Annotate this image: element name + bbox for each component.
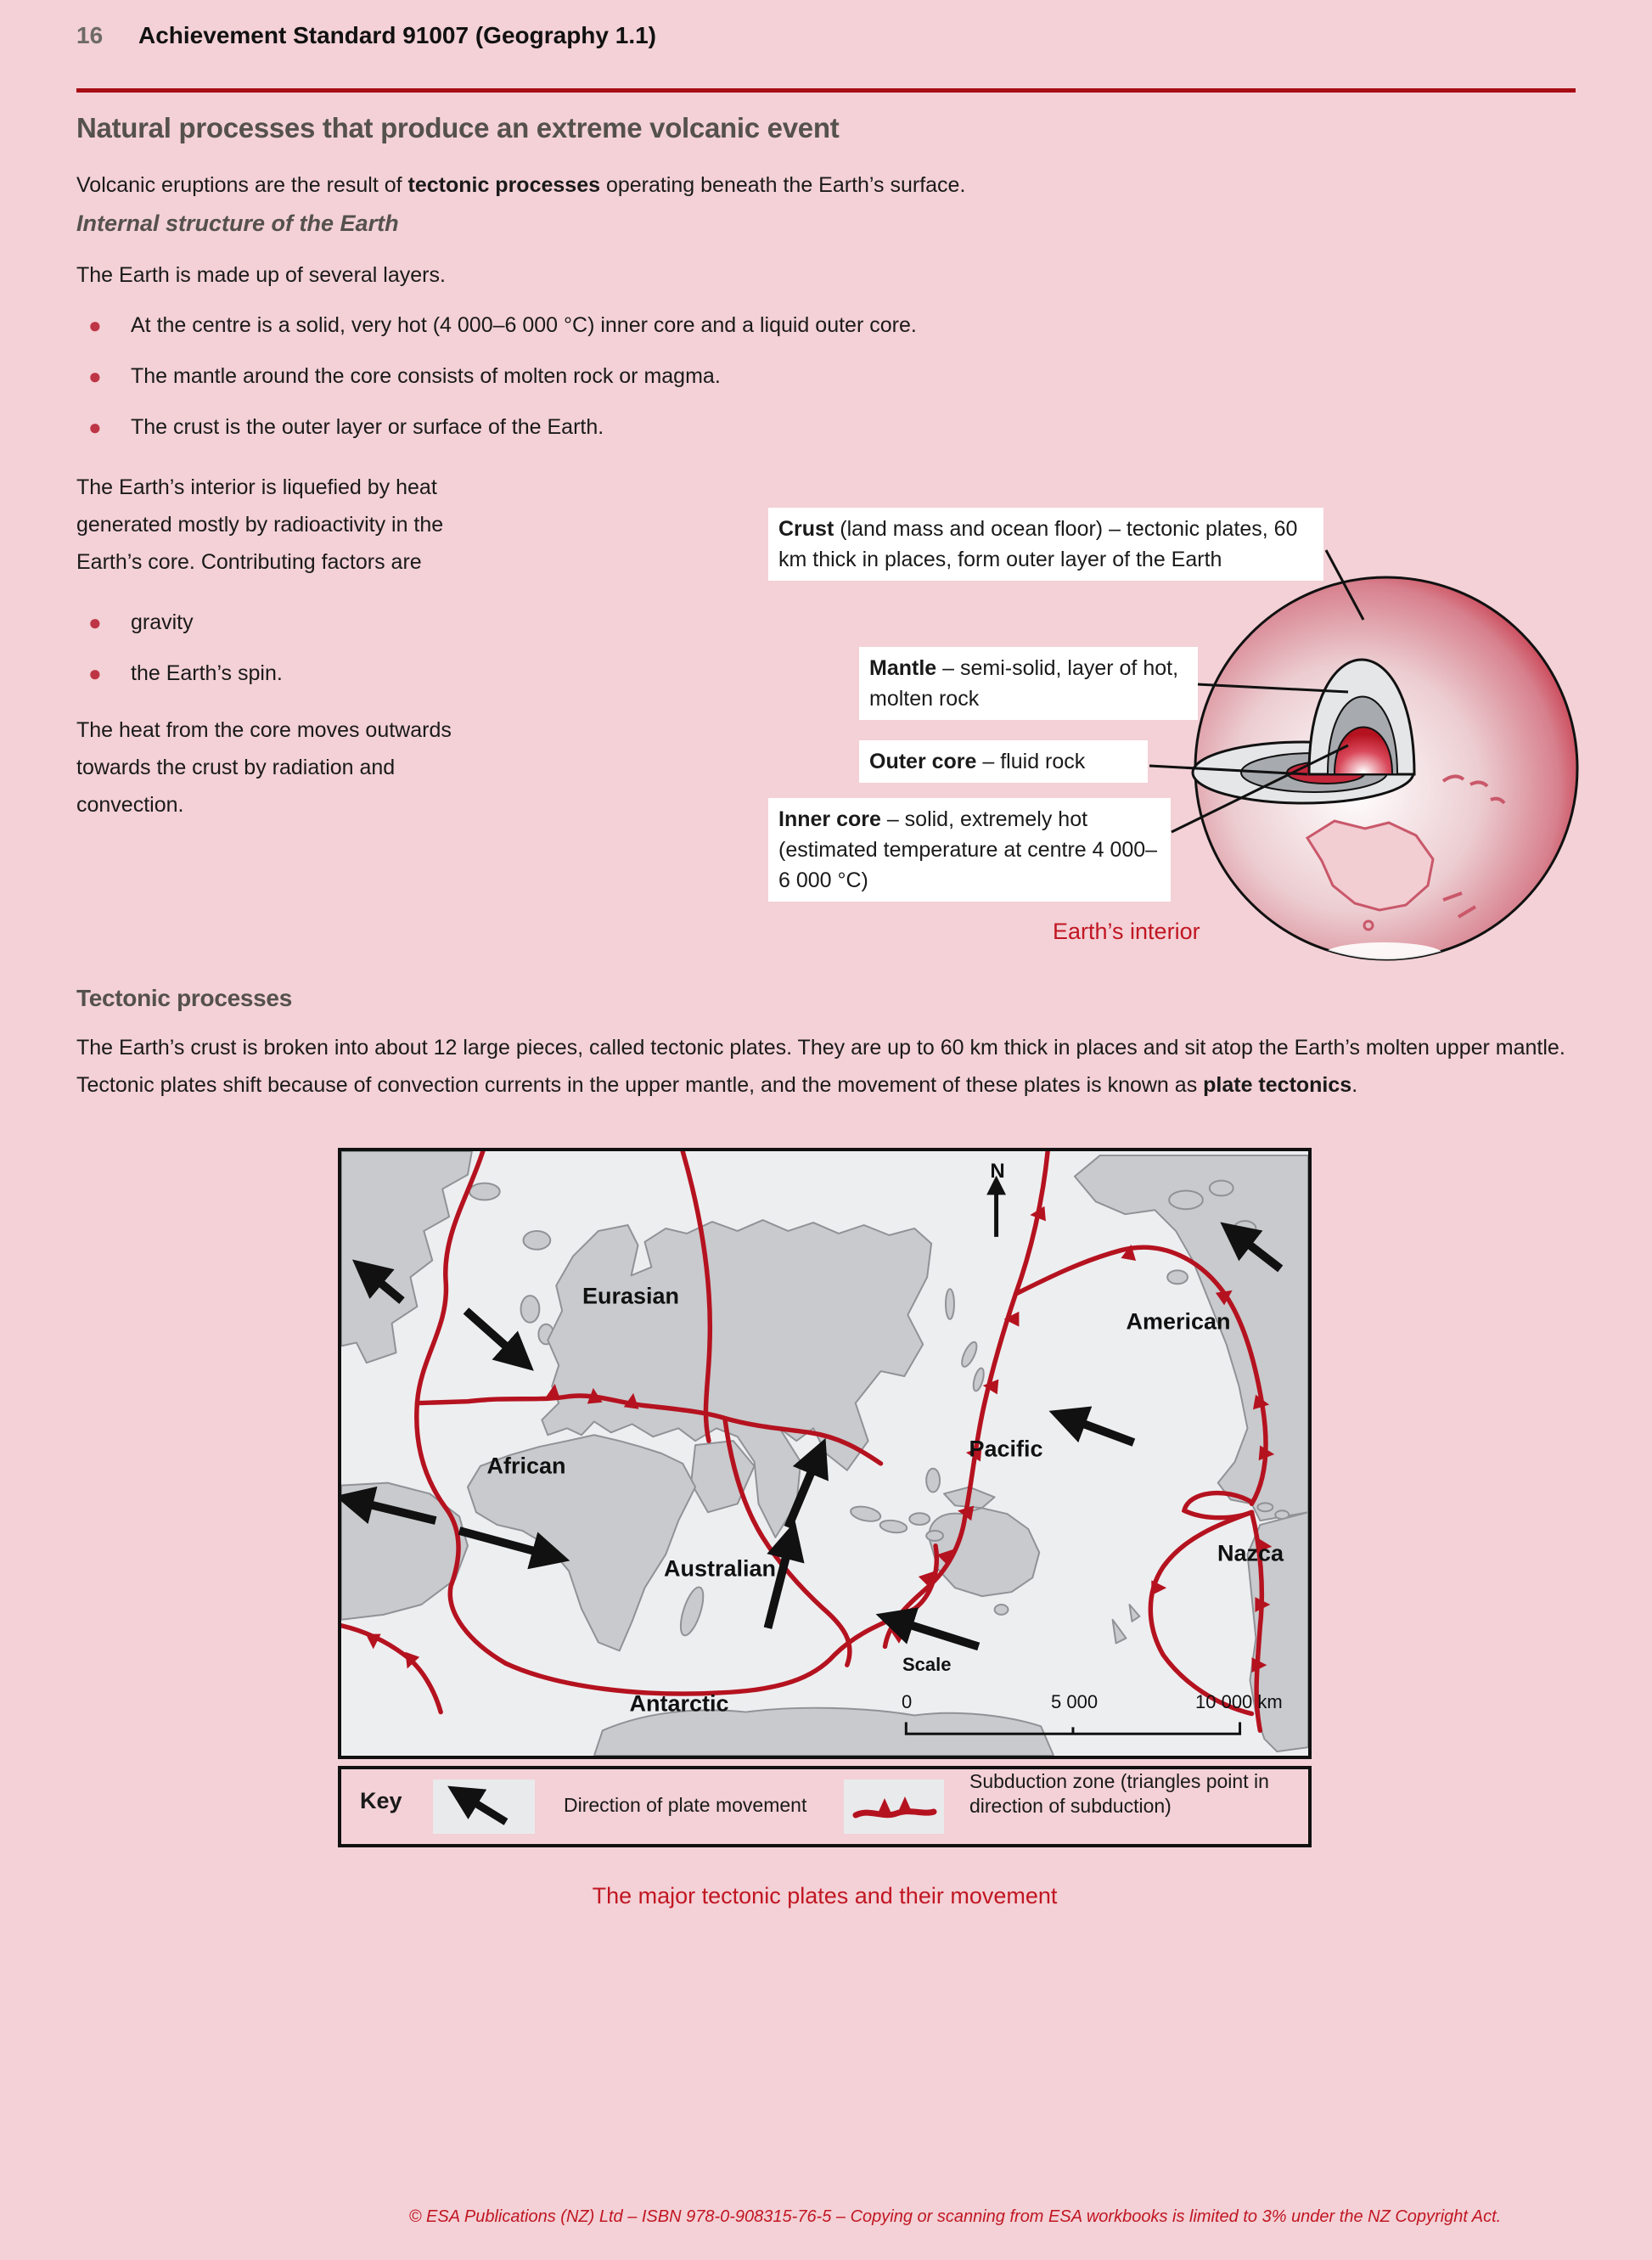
bullet-icon: ●: [88, 414, 102, 440]
subduction-zone-icon: [844, 1779, 944, 1834]
plate-label-nazca: Nazca: [1217, 1540, 1284, 1566]
footer-copyright: © ESA Publications (NZ) Ltd – ISBN 978-0-908315-76-5 – Copying or scanning from ESA workbooks is limited to 3% under the NZ Copyright Act.: [408, 2207, 1502, 2226]
key-direction-swatch: [433, 1779, 535, 1834]
plate-label-australian: Australian: [663, 1555, 777, 1582]
subheading-internal-structure: Internal structure of the Earth: [76, 211, 399, 236]
lead-bold: tectonic processes: [407, 173, 601, 197]
map-key: [338, 1766, 1312, 1847]
bullet-icon: ●: [88, 610, 102, 635]
list-item: ● The crust is the outer layer or surface of the Earth.: [76, 409, 1576, 446]
key-direction-label: Direction of plate movement: [564, 1794, 807, 1816]
layers-bullet-list: [76, 307, 1576, 460]
list-item: ● the Earth’s spin.: [76, 655, 460, 692]
tectonic-paragraph: The Earth’s crust is broken into about 12 large pieces, called tectonic plates. They are up to 60 km thick in places and sit atop the Earth’s molten upper mantle. Tectonic plates shift because of convection currents in the upper mantle, and the movement of these plates is known as plate tectonics.: [76, 1036, 1565, 1097]
plate-label-american: American: [1126, 1308, 1231, 1335]
plate-label-antarctic: Antarctic: [629, 1690, 729, 1717]
left-column-bullets: [76, 604, 460, 706]
plate-label-pacific: Pacific: [969, 1436, 1043, 1462]
list-item: ● The mantle around the core consists of molten rock or magma.: [76, 358, 1576, 395]
left-column-paragraph-1: The Earth’s interior is liquefied by heat generated mostly by radioactivity in the Earth’s core. Contributing factors are: [76, 475, 444, 574]
map-caption: The major tectonic plates and their movement: [592, 1883, 1058, 1909]
page-title: [76, 112, 1576, 144]
plate-label-eurasian: Eurasian: [582, 1283, 680, 1309]
subheading-tectonic-processes: Tectonic processes: [76, 985, 292, 1011]
scale-tick-mid: 5 000: [1051, 1691, 1099, 1712]
earth-globe-illustration: [1188, 571, 1587, 970]
tectonic-plates-map: [338, 1148, 1312, 1759]
layers-intro: The Earth is made up of several layers.: [76, 263, 446, 287]
lead-pre: Volcanic eruptions are the result of: [76, 173, 408, 197]
header-rule: [76, 88, 1576, 93]
direction-arrow-icon: [433, 1779, 535, 1834]
earth-interior-diagram: [1188, 571, 1587, 970]
north-label: N: [990, 1160, 1005, 1183]
page-number: 16: [76, 22, 104, 48]
lead-paragraph: [76, 166, 1576, 204]
outer-core-label: Outer core – fluid rock: [859, 740, 1148, 783]
left-column-paragraph-2: The heat from the core moves outwards towards the crust by radiation and convection.: [76, 718, 452, 817]
bullet-icon: ●: [88, 661, 102, 686]
scale-tick-end: 10 000 km: [1195, 1691, 1283, 1712]
header-title: Achievement Standard 91007 (Geography 1.1): [138, 22, 656, 48]
mantle-label: Mantle – semi-solid, layer of hot, molten rock: [859, 647, 1198, 720]
key-title: Key: [360, 1788, 402, 1813]
plate-label-african: African: [486, 1453, 566, 1479]
inner-core-label: Inner core – solid, extremely hot (estimated temperature at centre 4 000–6 000 °C): [768, 798, 1171, 902]
page-title-text: Natural processes that produce an extreme volcanic event: [76, 112, 840, 143]
scale-title: Scale: [902, 1654, 952, 1675]
bullet-icon: ●: [88, 363, 102, 389]
list-item: ● At the centre is a solid, very hot (4 000–6 000 °C) inner core and a liquid outer core.: [76, 307, 1576, 344]
list-item: ● gravity: [76, 604, 460, 641]
scale-tick-zero: 0: [902, 1691, 913, 1712]
crust-label: Crust (land mass and ocean floor) – tectonic plates, 60 km thick in places, form outer layer of the Earth: [768, 508, 1323, 581]
bullet-icon: ●: [88, 312, 102, 338]
key-subduction-swatch: [844, 1779, 944, 1834]
earth-interior-caption: Earth’s interior: [1053, 919, 1200, 944]
key-subduction-label: Subduction zone (triangles point in direction of subduction): [969, 1770, 1269, 1817]
lead-post: operating beneath the Earth’s surface.: [600, 173, 966, 197]
